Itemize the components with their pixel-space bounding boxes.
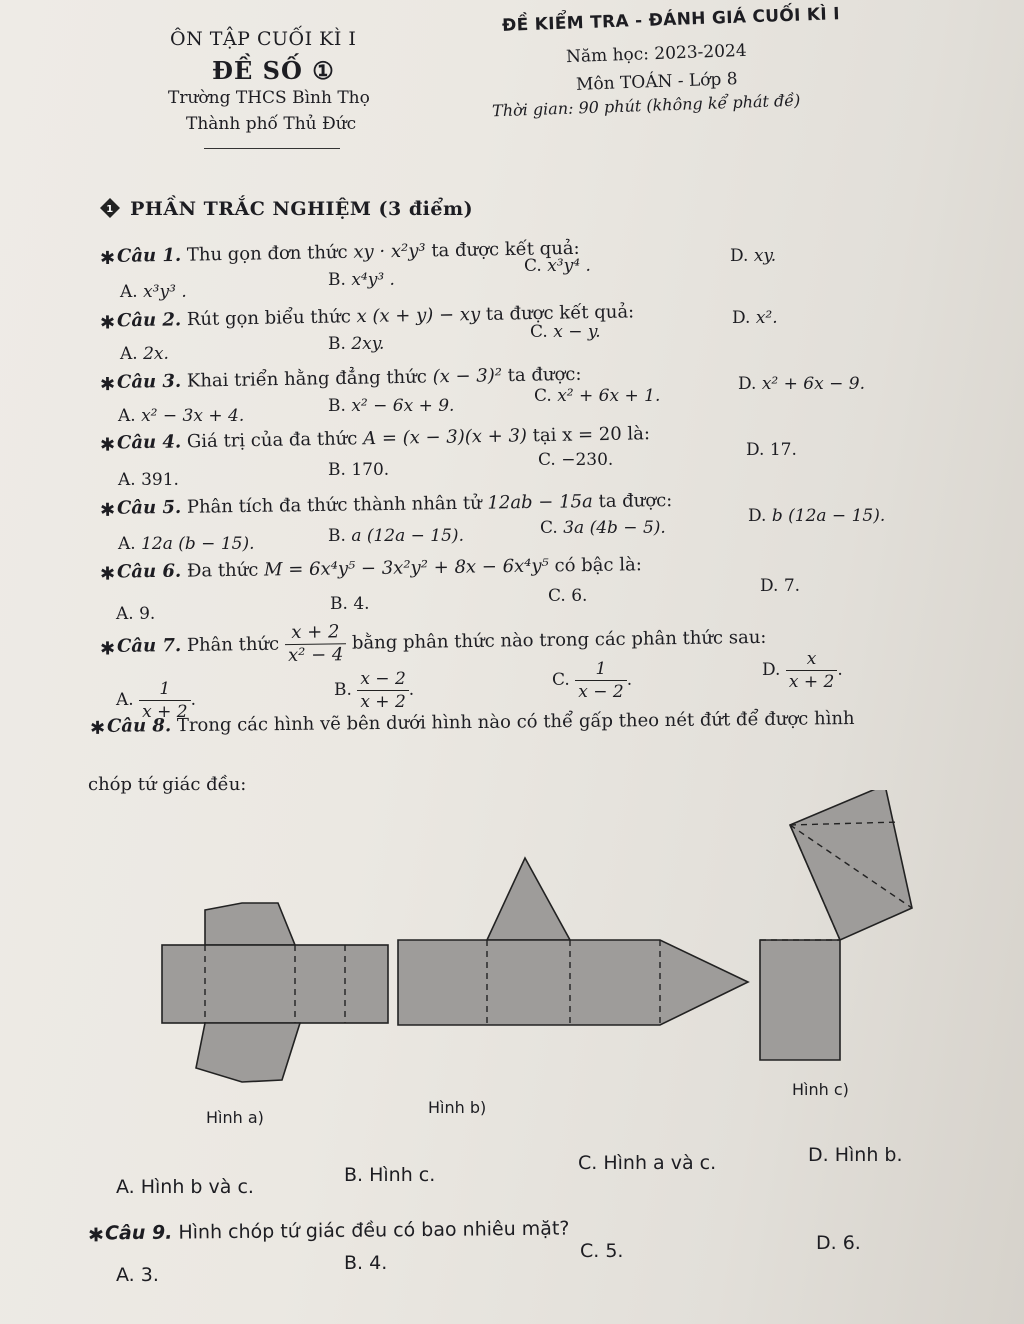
q4-label: Câu 4. [116,431,182,454]
q3-option-b[interactable]: B. x² − 6x + 9. [328,396,455,416]
pin-icon: ✱ [99,434,116,456]
q9-option-d[interactable]: D. 6. [816,1232,861,1254]
pin-icon: ✱ [87,1224,105,1247]
q8-option-a[interactable]: A. Hình b và c. [116,1176,254,1198]
question-8 [89,707,855,740]
q8-text: Trong các hình vẽ bên dưới hình nào có thể gấp theo nét đứt để được hình [176,707,855,737]
q8-option-b[interactable]: B. Hình c. [344,1164,436,1186]
question-5 [100,490,673,519]
left-title: ÔN TẬP CUỐI KÌ I [170,28,357,50]
school-year: Năm học: 2023-2024 [565,40,747,68]
q1-option-b[interactable]: B. x⁴y³ . [328,270,395,290]
q5-text: Phân tích đa thức thành nhân tử [186,492,482,518]
q5-option-c[interactable]: C. 3a (4b − 5). [540,518,666,538]
q4-tail: tại x = 20 là: [532,423,651,447]
time-line: Thời gian: 90 phút (không kể phát đề) [491,90,801,121]
q2-option-b[interactable]: B. 2xy. [328,334,385,354]
section-title: PHẦN TRẮC NGHIỆM (3 điểm) [130,198,474,220]
q5-tail: ta được: [598,490,673,513]
q6-math: M = 6x⁴y⁵ − 3x²y² + 8x − 6x⁴y⁵ [263,555,549,581]
q6-option-d[interactable]: D. 7. [760,576,801,596]
figure-b-label: Hình b) [428,1098,487,1117]
q1-option-a[interactable]: A. x³y³ . [120,282,187,302]
q4-math: A = (x − 3)(x + 3) [362,425,528,450]
nets-figure [0,790,1024,1090]
section-heading [100,198,473,220]
svg-text:1: 1 [106,204,114,215]
q4-option-b[interactable]: B. 170. [328,460,390,480]
q3-math: (x − 3)² [432,365,503,388]
q1-option-c[interactable]: C. x³y⁴ . [524,256,591,276]
question-3 [99,363,582,396]
right-title: ĐỀ KIỂM TRA - ĐÁNH GIÁ CUỐI KÌ I [501,4,841,36]
pin-icon: ✱ [89,717,106,740]
section-bullet-icon [100,198,120,218]
q2-option-d[interactable]: D. x². [732,308,778,328]
figure-c-label: Hình c) [792,1080,849,1099]
q3-option-d[interactable]: D. x² + 6x − 9. [738,374,865,394]
header-divider [204,148,340,149]
q8-text-continued: chóp tứ giác đều: [88,774,247,795]
q3-option-c[interactable]: C. x² + 6x + 1. [534,386,661,406]
net-b [398,858,748,1025]
subject-line: Môn TOÁN - Lớp 8 [575,69,738,95]
q8-label: Câu 8. [106,715,172,737]
q2-label: Câu 2. [116,309,182,332]
q1-math: xy · x²y³ [353,240,426,263]
q5-math: 12ab − 15a [487,491,593,514]
question-9 [87,1217,570,1247]
pin-icon: ✱ [99,373,116,396]
school-name: Trường THCS Bình Thọ [168,88,370,108]
q7-option-b[interactable]: B. $\frac{x - 2}{x + 2}$ . [334,669,415,712]
q1-tail: ta được kết quả: [431,237,580,262]
q6-text: Đa thức [186,559,259,582]
q9-text: Hình chóp tứ giác đều có bao nhiêu mặt? [178,1217,570,1244]
q4-text: Giá trị của đa thức [186,428,358,453]
q5-label: Câu 5. [116,496,182,519]
q3-text: Khai triển hằng đẳng thức [186,366,428,392]
net-a [162,903,388,1082]
q7-tail: bằng phân thức nào trong các phân thức sau: [351,626,767,654]
q7-option-c[interactable]: C. $\frac{1}{x - 2}$ . [552,659,633,702]
q6-tail: có bậc là: [554,554,642,577]
q4-option-d[interactable]: D. 17. [746,440,797,460]
q5-option-a[interactable]: A. 12a (b − 15). [118,534,255,554]
q7-text: Phân thức [186,633,280,656]
q9-label: Câu 9. [104,1221,173,1245]
pin-icon: ✱ [99,247,116,270]
q6-label: Câu 6. [116,560,182,583]
q9-option-a[interactable]: A. 3. [116,1264,159,1286]
figure-a-label: Hình a) [206,1108,264,1127]
pin-icon: ✱ [99,312,116,334]
q9-option-c[interactable]: C. 5. [580,1240,624,1262]
q2-math: x (x + y) − xy [356,304,481,328]
q5-option-d[interactable]: D. b (12a − 15). [748,506,886,526]
q2-option-a[interactable]: A. 2x. [120,344,169,364]
q7-option-a[interactable]: A. $\frac{1}{x + 2}$ . [116,679,196,722]
q1-label: Câu 1. [116,244,182,267]
q3-option-a[interactable]: A. x² − 3x + 4. [118,406,245,426]
q4-option-c[interactable]: C. −230. [538,450,614,470]
q7-fraction: $\frac{x + 2}{\text{x² − 4}}$ [285,621,347,667]
q2-tail: ta được kết quả: [485,301,635,325]
q4-option-a[interactable]: A. 391. [118,470,179,490]
city-name: Thành phố Thủ Đức [186,114,357,134]
q6-option-b[interactable]: B. 4. [330,594,370,614]
q2-text: Rút gọn biểu thức [186,306,352,331]
q1-text: Thu gọn đơn thức [186,241,348,266]
q7-option-d[interactable]: D. $\frac{x}{x + 2}$ . [762,649,843,692]
net-c [760,790,912,1060]
q8-option-d[interactable]: D. Hình b. [808,1144,903,1166]
q8-option-c[interactable]: C. Hình a và c. [578,1152,717,1174]
q3-label: Câu 3. [116,370,182,393]
q9-option-b[interactable]: B. 4. [344,1252,388,1274]
q5-option-b[interactable]: B. a (12a − 15). [328,526,464,546]
pin-icon: ✱ [99,499,116,521]
q1-option-d[interactable]: D. xy. [730,246,777,266]
q6-option-c[interactable]: C. 6. [548,586,588,606]
q6-option-a[interactable]: A. 9. [116,604,156,624]
pin-icon: ✱ [99,637,116,660]
q2-option-c[interactable]: C. x − y. [530,322,601,342]
question-7 [100,615,767,669]
pin-icon: ✱ [99,563,116,585]
q7-label: Câu 7. [116,635,182,657]
question-6 [100,554,642,583]
exam-number: ĐỀ SỐ ① [212,56,335,85]
q3-tail: ta được: [507,363,582,387]
